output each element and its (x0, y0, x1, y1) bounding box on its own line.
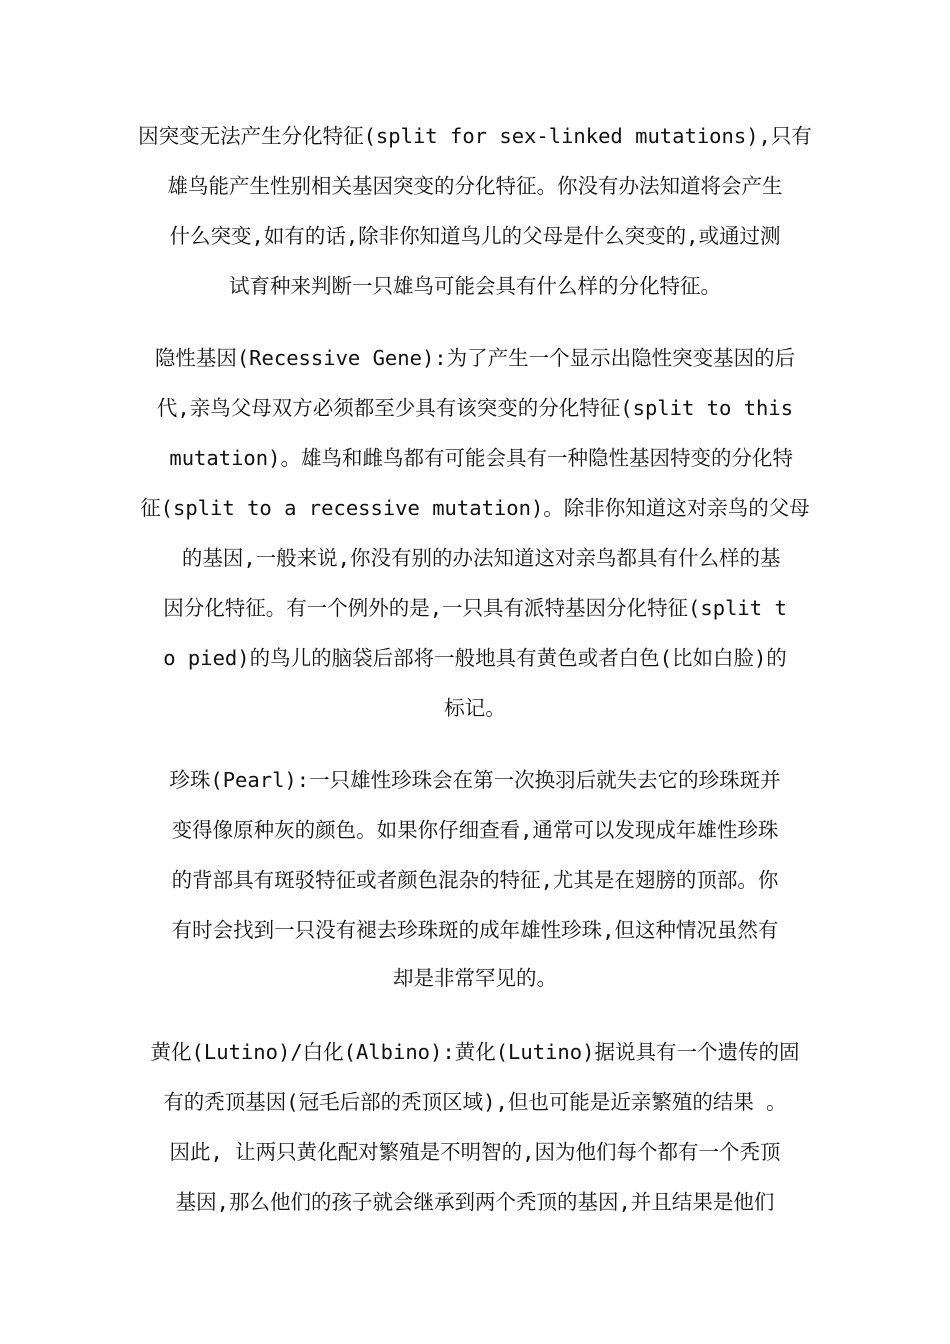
paragraph-1-line-3: 什么突变,如有的话,除非你知道鸟儿的父母是什么突变的,或通过测 (169, 224, 781, 248)
paragraph-4-line-4: 基因,那么他们的孩子就会继承到两个秃顶的基因,并且结果是他们 (175, 1190, 775, 1214)
paragraph-4-line-2: 有的秃顶基因(冠毛后部的秃顶区域),但也可能是近亲繁殖的结果 。 (163, 1090, 787, 1114)
paragraph-2-line-4: 征(split to a recessive mutation)。除非你知道这对亲鸟的父母 (140, 496, 810, 520)
paragraph-2-line-8: 标记。 (444, 696, 506, 720)
paragraph-3-line-5: 却是非常罕见的。 (393, 966, 557, 990)
paragraph-1-line-1: 因突变无法产生分化特征(split for sex-linked mutations),只有 (138, 124, 812, 148)
paragraph-1-line-4: 试育种来判断一只雄鸟可能会具有什么样的分化特征。 (229, 274, 721, 298)
paragraph-2-line-2: 代,亲鸟父母双方必须都至少具有该突变的分化特征(split to this (156, 396, 794, 420)
paragraph-1-line-2: 雄鸟能产生性别相关基因突变的分化特征。你没有办法知道将会产生 (167, 174, 783, 198)
paragraph-3-line-1: 珍珠(Pearl):一只雄性珍珠会在第一次换羽后就失去它的珍珠斑并 (169, 768, 781, 792)
paragraph-3-line-2: 变得像原种灰的颜色。如果你仔细查看,通常可以发现成年雄性珍珠 (171, 818, 779, 842)
paragraph-2-line-5: 的基因,一般来说,你没有别的办法知道这对亲鸟都具有什么样的基 (169, 546, 781, 570)
paragraph-3-line-3: 的背部具有斑驳特征或者颜色混杂的特征,尤其是在翅膀的顶部。你 (171, 868, 779, 892)
paragraph-2-line-7: o pied)的鸟儿的脑袋后部将一般地具有黄色或者白色(比如白脸)的 (163, 646, 787, 670)
paragraph-2-line-3: mutation)。雄鸟和雌鸟都有可能会具有一种隐性基因特变的分化特 (157, 446, 793, 470)
paragraph-4-line-3: 因此, 让两只黄化配对繁殖是不明智的,因为他们每个都有一个秃顶 (169, 1140, 781, 1164)
paragraph-2-line-1: 隐性基因(Recessive Gene):为了产生一个显示出隐性突变基因的后 (154, 346, 796, 370)
paragraph-4-line-1: 黄化(Lutino)/白化(Albino):黄化(Lutino)据说具有一个遗传的固 (150, 1040, 800, 1064)
paragraph-2-line-6: 因分化特征。有一个例外的是,一只具有派特基因分化特征(split t (163, 596, 787, 620)
paragraph-3-line-4: 有时会找到一只没有褪去珍珠斑的成年雄性珍珠,但这种情况虽然有 (171, 918, 779, 942)
